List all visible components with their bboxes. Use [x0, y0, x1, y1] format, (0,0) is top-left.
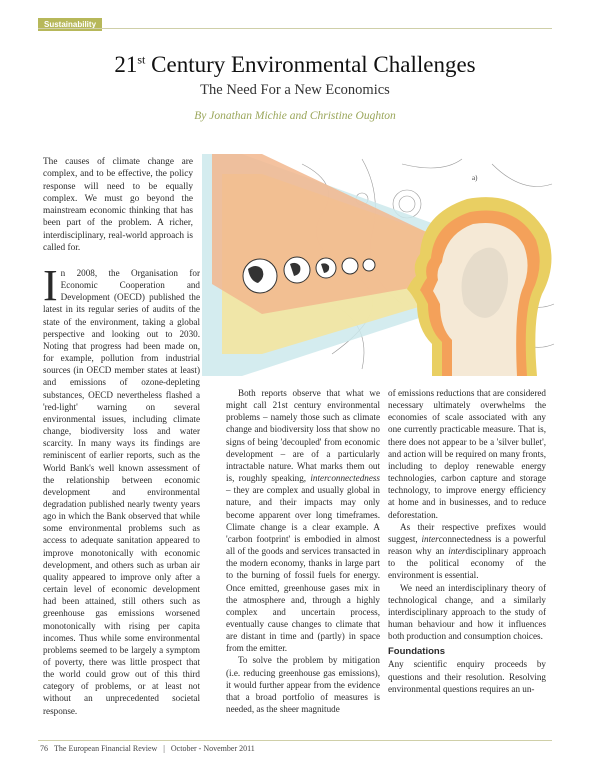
footer-separator: | — [163, 744, 165, 753]
article-subtitle: The Need For a New Economics — [200, 82, 390, 98]
illustration-globes-head — [202, 154, 558, 376]
drop-cap: I — [43, 261, 58, 310]
page-number: 76 — [40, 744, 48, 753]
article-title: 21st Century Environmental Challenges — [114, 52, 476, 77]
header-rule — [38, 28, 552, 29]
page-footer — [38, 744, 257, 753]
body-column-2: Both reports observe that what we might call 21st century environmental problems – namely those such as climate change and biodiversity loss that show no signs of being 'decoupled' from economic development – are of a particularly intractable nature. What marks them out is, roughly speaking, interconnectedness – they are complex and usually global in nature, and their impacts may only become apparent over long timeframes. Climate change is a clear example. A 'carbon footprint' is embodied in almost all of the goods and services transacted in the modern economy, thanks in large part to the burning of fossil fuels for energy. Once emitted, greenhouse gases mix in the atmosphere and, through a highly complex and uncertain process, eventually cause changes to climate that are distant in time and (partly) in space from the emitter. To solve the problem by mitigation (i.e. reducing greenhouse gas emissions), it would further appear from the evidence that a broad portfolio of measures is needed, as the sheer magnitude — [226, 388, 380, 715]
body-column-3: of emissions reductions that are considered necessary ultimately overwhelms the economies of scale associated with any one currently practicable measure. That is, there does not appear to be a 'silver bullet', and action will be required on many fronts, including to deploy renewable energy technologies, carbon capture and storage technology, to improve energy efficiency at home and in businesses, and to reduce deforestation. As their respective prefixes would suggest, interconnectedness is a powerful reason why an interdisciplinary approach to the political economy of the environment is essential. We need an interdisciplinary theory of technological change, and a similarly interdisciplinary approach to the study of human behaviour and how it influences both production and consumption choices. Foundations Any scientific enquiry proceeds by questions and their resolution. Resolving environmental questions requires an un- — [388, 388, 547, 694]
publication-name: The European Financial Review — [54, 744, 158, 753]
section-tag: Sustainability — [38, 18, 102, 31]
intro-paragraph: The causes of climate change are complex, and to be effective, the policy response will need to be equally complex. We must go beyond the mainstream economic thinking that has been part of the problem. A richer, interdisciplinary, real-world approach is called for. — [43, 157, 193, 254]
body-column-1: In 2008, the Organisation for Economic Cooperation and Development (OECD) published the latest in its regular series of audits of the state of the environment, taking a global perspective and looking out to 2030. Noting that progress had been made on, for example, pollution from industrial sources (in OECD member states at least) and emissions of ozone-depleting substances, OECD nevertheless flashed a 'red-light' warning on several environmental issues, including climate change, biodiversity loss and water scarcity. In many ways its findings are reminiscent of earlier reports, such as the World Bank's well known assessment of the relationship between economic development and environmental degradation published nearly twenty years ago in which the Bank observed that while some environmental problems such as access to adequate sanitation appeared to improve monotonically with economic development, and others such as urban air quality appeared to improve only after a certain level of economic development had been attained, still others such as greenhouse gas emissions worsened monotonically with rising per capita incomes. Thus while some environmental problems seemed to be largely a symptom of poverty, there was little prospect that the world could grow out of this third category of problems, or at least not without an unprecedented societal response. — [43, 261, 200, 716]
map-label: a) — [472, 174, 478, 182]
section-heading-foundations: Foundations — [388, 646, 445, 658]
issue-date: October - November 2011 — [170, 744, 255, 753]
footer-rule — [38, 740, 552, 741]
byline: By Jonathan Michie and Christine Oughton — [194, 110, 396, 122]
